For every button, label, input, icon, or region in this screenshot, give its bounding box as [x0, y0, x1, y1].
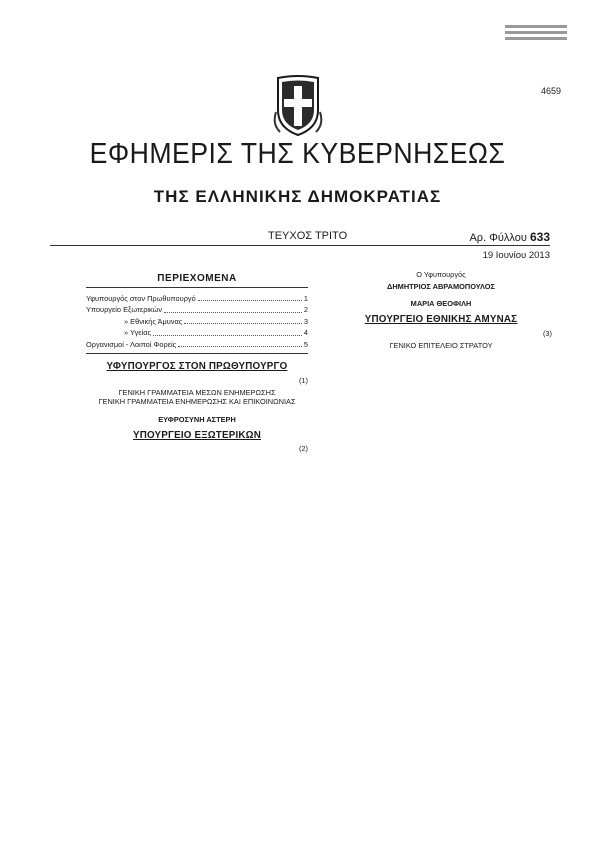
toc-leader [198, 293, 302, 302]
toc-page: 2 [303, 305, 308, 315]
toc-item[interactable] [86, 293, 308, 305]
toc-label: » Υγείας [124, 328, 152, 338]
section-heading: ΥΦΥΠΟΥΡΓΟΣ ΣΤΟΝ ΠΡΩΘΥΠΟΥΡΓΟ [106, 361, 288, 373]
gazette-subtitle: ΤΗΣ ΕΛΛΗΝΙΚΗΣ ΔΗΜΟΚΡΑΤΙΑΣ [153, 187, 442, 206]
toc-item[interactable] [86, 327, 308, 339]
toc-label: Υφυπουργός στον Πρωθυπουργό [86, 293, 196, 303]
greek-coat-of-arms-icon [272, 72, 324, 138]
barcode-stamp [505, 22, 567, 84]
contents-title: ΠΕΡΙΕΧΟΜΕΝΑ [86, 274, 308, 288]
header-divider [50, 245, 550, 246]
organization-name: ΓΕΝΙΚΗ ΓΡΑΜΜΑΤΕΙΑ ΕΝΗΜΕΡΩΣΗΣ ΚΑΙ ΕΠΙΚΟΙΝΩΝΙΑΣ [98, 397, 296, 407]
toc-page: 1 [303, 293, 308, 303]
signer-name: ΔΗΜΗΤΡΙΟΣ ΑΒΡΑΜΟΠΟΥΛΟΣ [387, 281, 495, 291]
sheet-number-line [469, 230, 550, 244]
page-number: 4659 [540, 86, 561, 96]
organization-name: ΓΕΝΙΚΟ ΕΠΙΤΕΛΕΙΟ ΣΤΡΑΤΟΥ [389, 340, 493, 350]
signer-name: ΜΑΡΙΑ ΘΕΟΦΙΛΗ [410, 299, 472, 309]
organization-name: ΓΕΝΙΚΗ ΓΡΑΜΜΑΤΕΙΑ ΜΕΣΩΝ ΕΝΗΜΕΡΩΣΗΣ [118, 387, 276, 397]
toc-label: Οργανισμοί - Λοιποί Φορείς [86, 339, 177, 349]
article-number: (2) [298, 444, 308, 454]
signer-name: ΕΥΦΡΟΣΥΝΗ ΑΣΤΕΡΗ [158, 415, 236, 425]
toc-page: 3 [303, 316, 308, 326]
issue-date: 19 Ιουνίου 2013 [482, 250, 550, 261]
issue-row [50, 230, 550, 246]
toc-page: 5 [303, 339, 308, 349]
sheet-number: 633 [529, 230, 550, 244]
right-column [330, 268, 552, 350]
toc-page: 4 [303, 328, 308, 338]
signer-title: Ο Υφυπουργός [416, 270, 466, 279]
toc-item[interactable] [86, 339, 308, 351]
article-number: (3) [542, 328, 552, 338]
toc-leader [178, 339, 302, 348]
toc-leader [153, 327, 302, 336]
toc-item[interactable] [86, 316, 308, 328]
section-heading: ΥΠΟΥΡΓΕΙΟ ΕΞΩΤΕΡΙΚΩΝ [133, 429, 261, 441]
section-heading: ΥΠΟΥΡΓΕΙΟ ΕΘΝΙΚΗΣ ΑΜΥΝΑΣ [364, 314, 518, 326]
article-number: (1) [298, 375, 308, 385]
toc-item[interactable] [86, 304, 308, 316]
issue-label: ΤΕΥΧΟΣ ΤΡΙΤΟ [268, 230, 348, 242]
toc-leader [164, 304, 302, 313]
gazette-title: ΕΦΗΜΕΡΙΣ ΤΗΣ ΚΥΒΕΡΝΗΣΕΩΣ [89, 138, 506, 170]
contents-divider [86, 353, 308, 354]
left-column [86, 268, 308, 456]
toc-leader [184, 316, 302, 325]
sheet-label: Αρ. Φύλλου [469, 232, 527, 244]
toc-label: » Εθνικής Άμυνας [124, 316, 183, 326]
toc-label: Υπουργείο Εξωτερικών [86, 305, 163, 315]
